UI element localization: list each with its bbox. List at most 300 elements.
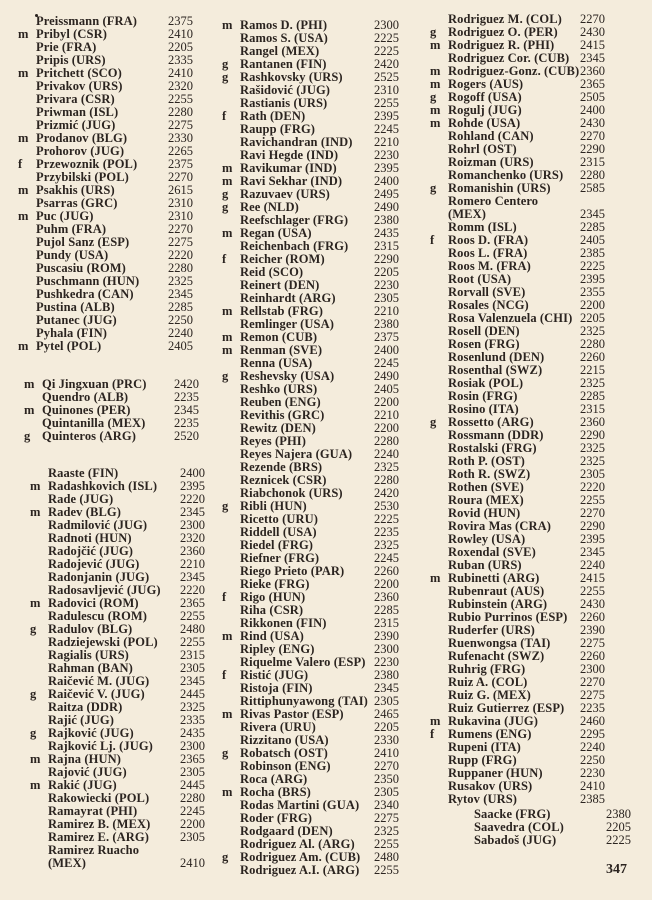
player-name: Quinteros (ARG) xyxy=(42,429,136,443)
player-name: Rodriguez M. (COL) xyxy=(448,12,562,26)
entries-q xyxy=(24,378,224,443)
player-rating: 2380 xyxy=(606,807,631,821)
player-title: m xyxy=(222,304,233,318)
player-name: Raičević V. (JUG) xyxy=(48,687,145,701)
player-rating: 2460 xyxy=(580,714,605,728)
player-rating: 2235 xyxy=(374,525,399,539)
player-rating: 2315 xyxy=(374,239,399,253)
player-name: Roder (FRG) xyxy=(240,811,313,825)
player-rating: 2230 xyxy=(374,278,399,292)
player-name: Rewitz (DEN) xyxy=(240,421,316,435)
player-name: Riha (CSR) xyxy=(240,603,304,617)
player-name: Przewoznik (POL) xyxy=(36,157,138,171)
player-name: Rosin (FRG) xyxy=(448,389,518,403)
player-rating: 2395 xyxy=(580,532,605,546)
player-rating: 2260 xyxy=(580,649,605,663)
player-rating: 2520 xyxy=(174,429,199,443)
player-name: Rodriguez Al. (ARG) xyxy=(240,837,355,851)
player-title: m xyxy=(222,629,233,643)
player-title: g xyxy=(222,369,229,383)
player-rating: 2255 xyxy=(180,635,205,649)
player-name: Rajković Lj. (JUG) xyxy=(48,739,153,753)
player-rating: 2225 xyxy=(374,31,399,45)
player-title: f xyxy=(18,157,23,171)
player-rating: 2505 xyxy=(580,90,605,104)
player-rating: 2360 xyxy=(180,544,205,558)
player-entry xyxy=(222,864,427,877)
player-rating: 2265 xyxy=(168,144,193,158)
player-rating: 2325 xyxy=(374,824,399,838)
player-rating: 2335 xyxy=(168,53,193,67)
player-name: Rohde (USA) xyxy=(448,116,521,130)
player-title: m xyxy=(430,714,441,728)
player-title: g xyxy=(222,57,229,71)
player-name: Pushkedra (CAN) xyxy=(36,287,134,301)
player-rating: 2270 xyxy=(168,222,193,236)
player-rating: 2395 xyxy=(374,109,399,123)
player-name: Roxendal (SVE) xyxy=(448,545,536,559)
player-rating: 2430 xyxy=(580,597,605,611)
player-rating: 2230 xyxy=(374,655,399,669)
player-name: Przybilski (POL) xyxy=(36,170,129,184)
player-rating: 2435 xyxy=(374,226,399,240)
player-rating: 2270 xyxy=(374,759,399,773)
player-name: Radev (BLG) xyxy=(48,505,121,519)
player-name: Rogulj (JUG) xyxy=(448,103,522,117)
player-rating: 2410 xyxy=(180,856,205,870)
player-rating: 2200 xyxy=(580,298,605,312)
player-name: Ramos S. (USA) xyxy=(240,31,328,45)
player-rating: 2240 xyxy=(580,558,605,572)
player-name: Rodriguez R. (PHI) xyxy=(448,38,555,52)
player-rating: 2260 xyxy=(374,564,399,578)
player-name: Rohrl (OST) xyxy=(448,142,517,156)
player-name: Rosales (NCG) xyxy=(448,298,529,312)
player-name: Rastianis (URS) xyxy=(240,96,328,110)
player-name: Rorvall (SVE) xyxy=(448,285,526,299)
player-name: Ravi Hegde (IND) xyxy=(240,148,339,162)
player-name: Rind (USA) xyxy=(240,629,304,643)
player-name: Ravikumar (IND) xyxy=(240,161,337,175)
player-name: Radulov (BLG) xyxy=(48,622,133,636)
player-rating: 2305 xyxy=(374,291,399,305)
player-name: Ruiz Gutierrez (ESP) xyxy=(448,701,565,715)
entries-r-3 xyxy=(430,13,640,806)
player-name: Rodriguez O. (PER) xyxy=(448,25,558,39)
player-name: Rossmann (DDR) xyxy=(448,428,544,442)
player-rating: 2280 xyxy=(168,105,193,119)
player-rating: 2380 xyxy=(374,317,399,331)
player-title: m xyxy=(18,183,29,197)
player-rating: 2415 xyxy=(580,38,605,52)
player-name: Radonjanin (JUG) xyxy=(48,570,150,584)
player-name: Ramirez E. (ARG) xyxy=(48,830,149,844)
player-name: Rosenthal (SWZ) xyxy=(448,363,543,377)
player-name: Rakić (JUG) xyxy=(48,778,117,792)
player-name: Raaste (FIN) xyxy=(48,466,119,480)
player-name: Rubenraut (AUS) xyxy=(448,584,545,598)
player-rating: 2410 xyxy=(168,27,193,41)
player-name: Reshevsky (USA) xyxy=(240,369,335,383)
player-name: Rashkovsky (URS) xyxy=(240,70,343,84)
player-rating: 2375 xyxy=(374,330,399,344)
player-rating: 2585 xyxy=(580,181,605,195)
player-name: Radziejewski (POL) xyxy=(48,635,158,649)
player-title: m xyxy=(430,116,441,130)
player-rating: 2285 xyxy=(374,603,399,617)
player-rating: 2345 xyxy=(374,681,399,695)
player-name: Riabchonok (URS) xyxy=(240,486,343,500)
player-rating: 2365 xyxy=(180,596,205,610)
player-rating: 2315 xyxy=(374,616,399,630)
player-rating: 2405 xyxy=(580,233,605,247)
player-title: m xyxy=(24,403,35,417)
player-rating: 2400 xyxy=(374,343,399,357)
player-name: Rigo (HUN) xyxy=(240,590,306,604)
player-rating: 2430 xyxy=(580,25,605,39)
player-name: Pytel (POL) xyxy=(36,339,102,353)
player-rating: 2345 xyxy=(180,505,205,519)
player-title: g xyxy=(430,90,437,104)
player-name: Psarras (GRC) xyxy=(36,196,118,210)
player-title: m xyxy=(30,479,41,493)
player-name: Ruiz A. (COL) xyxy=(448,675,528,689)
player-rating: 2415 xyxy=(580,571,605,585)
player-rating: 2270 xyxy=(580,129,605,143)
player-name: Rohland (CAN) xyxy=(448,129,534,143)
player-rating: 2295 xyxy=(580,727,605,741)
player-name: Rogoff (USA) xyxy=(448,90,522,104)
player-rating: 2200 xyxy=(374,395,399,409)
player-title: m xyxy=(430,103,441,117)
player-name: Romm (ISL) xyxy=(448,220,517,234)
player-name: Rupp (FRG) xyxy=(448,753,517,767)
player-rating: 2430 xyxy=(580,116,605,130)
player-title: m xyxy=(430,64,441,78)
player-name: Rosell (DEN) xyxy=(448,324,520,338)
player-rating: 2305 xyxy=(180,830,205,844)
player-rating: 2325 xyxy=(580,454,605,468)
player-name: Rajna (HUN) xyxy=(48,752,121,766)
player-rating: 2385 xyxy=(580,792,605,806)
player-rating: 2325 xyxy=(580,376,605,390)
player-name: Ravichandran (IND) xyxy=(240,135,353,149)
player-rating: 2320 xyxy=(168,79,193,93)
player-rating: 2240 xyxy=(374,447,399,461)
player-name: Quinones (PER) xyxy=(42,403,131,417)
player-name: Remon (CUB) xyxy=(240,330,318,344)
player-rating: 2300 xyxy=(180,518,205,532)
player-rating: 2345 xyxy=(180,570,205,584)
player-name: Ramayrat (PHI) xyxy=(48,804,138,818)
player-name: Romero Centero (MEX) xyxy=(448,194,539,221)
player-entry xyxy=(30,844,230,870)
player-title: m xyxy=(18,209,29,223)
player-name: Psakhis (URS) xyxy=(36,183,115,197)
player-name: Pripis (URS) xyxy=(36,53,106,67)
player-rating: 2205 xyxy=(374,265,399,279)
player-name: Riego Prieto (PAR) xyxy=(240,564,345,578)
player-rating: 2305 xyxy=(580,467,605,481)
player-rating: 2530 xyxy=(374,499,399,513)
player-title: m xyxy=(30,505,41,519)
player-rating: 2300 xyxy=(374,18,399,32)
player-name: Rivas Pastor (ESP) xyxy=(240,707,344,721)
player-title: m xyxy=(18,339,29,353)
player-rating: 2395 xyxy=(180,479,205,493)
player-name: Ruenwongsa (TAI) xyxy=(448,636,551,650)
player-rating: 2235 xyxy=(174,390,199,404)
player-name: Qi Jingxuan (PRC) xyxy=(42,377,147,391)
player-name: Ravi Sekhar (IND) xyxy=(240,174,343,188)
player-name: Roos M. (FRA) xyxy=(448,259,531,273)
player-name: Saavedra (COL) xyxy=(474,820,564,834)
player-rating: 2270 xyxy=(580,675,605,689)
player-name: Ragialis (URS) xyxy=(48,648,129,662)
player-rating: 2310 xyxy=(168,209,193,223)
player-rating: 2310 xyxy=(168,196,193,210)
player-rating: 2355 xyxy=(580,285,605,299)
player-name: Radmilović (JUG) xyxy=(48,518,148,532)
player-entry xyxy=(430,195,640,221)
player-name: Rowley (USA) xyxy=(448,532,526,546)
player-name: Regan (USA) xyxy=(240,226,312,240)
player-title: g xyxy=(30,622,37,636)
player-rating: 2270 xyxy=(168,170,193,184)
player-name: Prie (FRA) xyxy=(36,40,97,54)
player-rating: 2200 xyxy=(180,817,205,831)
player-name: Ribli (HUN) xyxy=(240,499,307,513)
player-name: Rufenacht (SWZ) xyxy=(448,649,545,663)
player-name: Quendro (ALB) xyxy=(42,390,129,404)
player-name: Raitza (DDR) xyxy=(48,700,123,714)
player-name: Rikkonen (FIN) xyxy=(240,616,327,630)
player-rating: 2315 xyxy=(580,155,605,169)
player-rating: 2255 xyxy=(580,584,605,598)
player-rating: 2385 xyxy=(580,246,605,260)
player-name: Pundy (USA) xyxy=(36,248,109,262)
player-rating: 2330 xyxy=(374,733,399,747)
player-name: Ruhrig (FRG) xyxy=(448,662,526,676)
player-name: Roizman (URS) xyxy=(448,155,534,169)
player-title: g xyxy=(222,187,229,201)
player-rating: 2615 xyxy=(168,183,193,197)
player-name: Rubio Purrinos (ESP) xyxy=(448,610,568,624)
player-name: Prodanov (BLG) xyxy=(36,131,128,145)
player-name: Rocha (BRS) xyxy=(240,785,311,799)
player-rating: 2410 xyxy=(374,746,399,760)
player-title: m xyxy=(222,707,233,721)
player-title: g xyxy=(222,746,229,760)
player-name: Ruppaner (HUN) xyxy=(448,766,543,780)
player-rating: 2210 xyxy=(374,135,399,149)
player-name: Quintanilla (MEX) xyxy=(42,416,146,430)
player-name: Ramirez Ruacho (MEX) xyxy=(48,843,140,870)
player-name: Ramirez B. (MEX) xyxy=(48,817,151,831)
player-rating: 2205 xyxy=(606,820,631,834)
player-name: Reyes (PHI) xyxy=(240,434,307,448)
player-rating: 2325 xyxy=(180,700,205,714)
player-name: Ruderfer (URS) xyxy=(448,623,535,637)
player-name: Rašidović (JUG) xyxy=(240,83,331,97)
player-rating: 2205 xyxy=(580,311,605,325)
player-name: Rostalski (FRG) xyxy=(448,441,537,455)
player-rating: 2360 xyxy=(580,415,605,429)
player-name: Ricetto (URU) xyxy=(240,512,319,526)
player-title: m xyxy=(222,785,233,799)
player-name: Radulescu (ROM) xyxy=(48,609,148,623)
player-name: Rizzitano (USA) xyxy=(240,733,329,747)
player-name: Prohorov (JUG) xyxy=(36,144,125,158)
player-rating: 2235 xyxy=(174,416,199,430)
player-rating: 2300 xyxy=(580,662,605,676)
player-name: Radovici (ROM) xyxy=(48,596,139,610)
player-rating: 2215 xyxy=(580,363,605,377)
player-rating: 2410 xyxy=(168,66,193,80)
player-rating: 2280 xyxy=(580,337,605,351)
player-name: Roth R. (SWZ) xyxy=(448,467,531,481)
player-rating: 2360 xyxy=(374,590,399,604)
player-name: Rosa Valenzuela (CHI) xyxy=(448,311,573,325)
player-name: Rosiak (POL) xyxy=(448,376,524,390)
player-name: Rieke (FRG) xyxy=(240,577,310,591)
player-rating: 2375 xyxy=(168,14,193,28)
player-rating: 2280 xyxy=(374,473,399,487)
player-name: Rellstab (FRG) xyxy=(240,304,323,318)
player-rating: 2310 xyxy=(374,83,399,97)
player-rating: 2230 xyxy=(580,766,605,780)
player-name: Rodriguez-Gonz. (CUB) xyxy=(448,64,580,78)
player-title: f xyxy=(222,668,227,682)
player-rating: 2200 xyxy=(374,577,399,591)
player-rating: 2345 xyxy=(174,403,199,417)
player-rating: 2345 xyxy=(580,207,605,221)
player-name: Roca (ARG) xyxy=(240,772,308,786)
player-entry xyxy=(430,793,640,806)
player-entry xyxy=(456,834,646,847)
player-rating: 2200 xyxy=(374,421,399,435)
player-rating: 2400 xyxy=(374,174,399,188)
player-rating: 2275 xyxy=(374,811,399,825)
player-title: m xyxy=(30,752,41,766)
player-name: Razuvaev (URS) xyxy=(240,187,330,201)
player-name: Roos D. (FRA) xyxy=(448,233,529,247)
player-name: Ree (NLD) xyxy=(240,200,299,214)
player-rating: 2240 xyxy=(580,740,605,754)
player-rating: 2290 xyxy=(580,428,605,442)
player-rating: 2275 xyxy=(580,636,605,650)
player-rating: 2325 xyxy=(168,274,193,288)
player-name: Rukavina (JUG) xyxy=(448,714,538,728)
player-rating: 2210 xyxy=(374,304,399,318)
player-name: Rossetto (ARG) xyxy=(448,415,534,429)
player-title: g xyxy=(30,687,37,701)
player-rating: 2225 xyxy=(580,259,605,273)
player-rating: 2305 xyxy=(180,661,205,675)
player-rating: 2270 xyxy=(580,506,605,520)
player-rating: 2255 xyxy=(374,863,399,877)
player-name: Raupp (FRG) xyxy=(240,122,316,136)
player-rating: 2280 xyxy=(374,434,399,448)
player-name: Rovira Mas (CRA) xyxy=(448,519,551,533)
player-name: Reyes Najera (GUA) xyxy=(240,447,353,461)
player-rating: 2225 xyxy=(374,44,399,58)
player-title: g xyxy=(430,415,437,429)
player-rating: 2255 xyxy=(374,96,399,110)
player-name: Putanec (JUG) xyxy=(36,313,117,327)
player-rating: 2210 xyxy=(180,557,205,571)
player-name: Renna (USA) xyxy=(240,356,313,370)
player-rating: 2490 xyxy=(374,369,399,383)
player-name: Robatsch (OST) xyxy=(240,746,328,760)
player-name: Rosen (FRG) xyxy=(448,337,520,351)
player-rating: 2345 xyxy=(180,674,205,688)
player-name: Ruiz G. (MEX) xyxy=(448,688,531,702)
player-rating: 2245 xyxy=(374,551,399,565)
player-name: Reznicek (CSR) xyxy=(240,473,327,487)
player-rating: 2325 xyxy=(580,441,605,455)
player-rating: 2250 xyxy=(168,313,193,327)
player-rating: 2245 xyxy=(180,804,205,818)
player-title: m xyxy=(18,131,29,145)
player-name: Riddell (USA) xyxy=(240,525,317,539)
player-rating: 2225 xyxy=(374,512,399,526)
player-name: Rosino (ITA) xyxy=(448,402,519,416)
player-rating: 2490 xyxy=(374,200,399,214)
player-title: m xyxy=(222,161,233,175)
player-name: Reshko (URS) xyxy=(240,382,318,396)
player-name: Priwman (ISL) xyxy=(36,105,119,119)
player-rating: 2345 xyxy=(168,287,193,301)
player-rating: 2275 xyxy=(168,118,193,132)
player-title: g xyxy=(222,850,229,864)
player-rating: 2420 xyxy=(374,57,399,71)
player-rating: 2220 xyxy=(168,248,193,262)
player-name: Ristoja (FIN) xyxy=(240,681,313,695)
player-rating: 2335 xyxy=(180,713,205,727)
player-name: Reinhardt (ARG) xyxy=(240,291,336,305)
player-rating: 2380 xyxy=(374,213,399,227)
entries-r-2 xyxy=(222,19,427,877)
player-title: m xyxy=(430,571,441,585)
player-rating: 2245 xyxy=(374,122,399,136)
player-title: m xyxy=(18,27,29,41)
player-rating: 2395 xyxy=(580,272,605,286)
player-rating: 2255 xyxy=(374,837,399,851)
player-title: m xyxy=(30,596,41,610)
player-rating: 2240 xyxy=(168,326,193,340)
player-title: m xyxy=(222,330,233,344)
player-title: g xyxy=(430,25,437,39)
player-name: Rothen (SVE) xyxy=(448,480,524,494)
player-rating: 2275 xyxy=(580,688,605,702)
player-name: Rodriguez A.I. (ARG) xyxy=(240,863,360,877)
player-rating: 2345 xyxy=(580,51,605,65)
player-rating: 2420 xyxy=(174,377,199,391)
player-rating: 2465 xyxy=(374,707,399,721)
player-name: Rumens (ENG) xyxy=(448,727,532,741)
player-rating: 2305 xyxy=(374,785,399,799)
player-title: m xyxy=(24,377,35,391)
player-name: Reinert (DEN) xyxy=(240,278,320,292)
player-rating: 2480 xyxy=(180,622,205,636)
player-title: f xyxy=(222,590,227,604)
player-name: Rytov (URS) xyxy=(448,792,518,806)
player-rating: 2210 xyxy=(374,408,399,422)
player-name: Rosenlund (DEN) xyxy=(448,350,545,364)
player-rating: 2260 xyxy=(580,610,605,624)
player-rating: 2220 xyxy=(580,480,605,494)
